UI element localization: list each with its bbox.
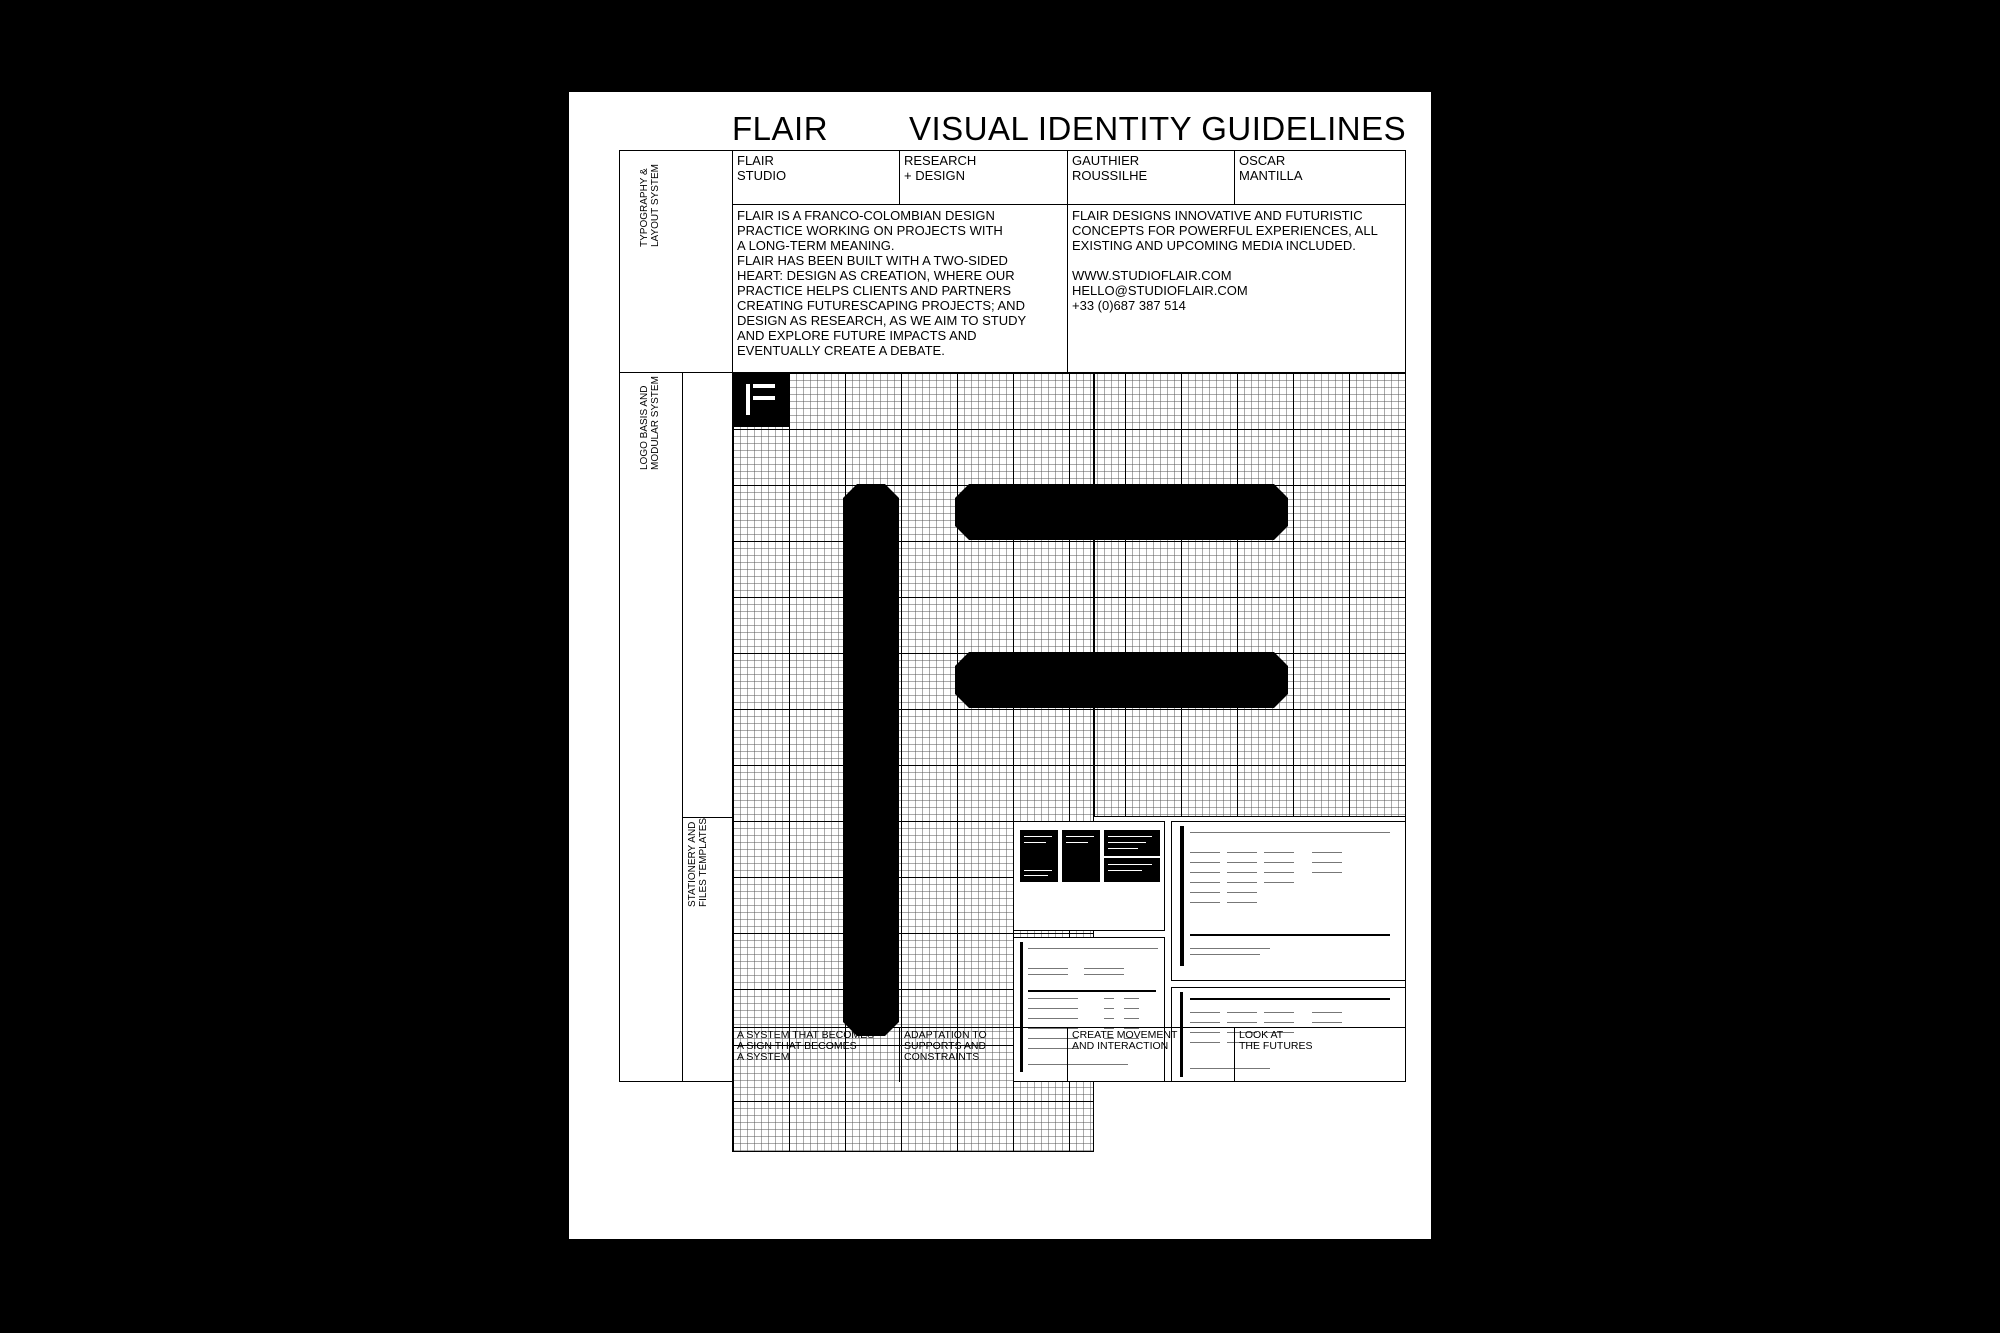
rule: [1067, 1027, 1068, 1082]
card-landscape: [1104, 830, 1160, 856]
footer-principle-2: ADAPTATION TO SUPPORTS AND CONSTRAINTS: [904, 1029, 987, 1063]
rule: [1234, 1027, 1235, 1082]
section-label-typography: TYPOGRAPHY & LAYOUT SYSTEM: [639, 164, 661, 247]
logo-stem-bar: [843, 484, 899, 1036]
footer-principle-4: LOOK AT THE FUTURES: [1239, 1029, 1313, 1052]
card-front: [1020, 830, 1058, 882]
rule: [732, 1027, 733, 1082]
footer-principle-1: A SYSTEM THAT BECOMES A SIGN THAT BECOMES A SYSTEM: [737, 1029, 875, 1063]
letter-template: [1171, 821, 1406, 981]
rule: [1234, 150, 1235, 204]
rule: [732, 204, 1406, 205]
credit-person-1: GAUTHIER ROUSSILHE: [1072, 153, 1148, 183]
rule: [682, 372, 683, 1082]
credit-person-2: OSCAR MANTILLA: [1239, 153, 1303, 183]
card-back: [1062, 830, 1100, 882]
credit-discipline: RESEARCH + DESIGN: [904, 153, 977, 183]
flair-logo-icon: [732, 372, 790, 427]
modular-grid-right: [1094, 372, 1406, 817]
intro-right: FLAIR DESIGNS INNOVATIVE AND FUTURISTIC CONCEPTS FOR POWERFUL EXPERIENCES, ALL EXISTING AND UPCOMING MEDIA INCLUDED.: [1072, 208, 1378, 253]
business-cards-template: [1013, 821, 1165, 931]
section-label-logo: LOGO BASIS AND MODULAR SYSTEM: [639, 376, 661, 470]
rule: [1067, 150, 1068, 372]
invoice-template: [1013, 937, 1165, 1082]
rule: [899, 150, 900, 204]
website-link[interactable]: WWW.STUDIOFLAIR.COM: [1072, 268, 1232, 283]
brand-wordmark: FLAIR: [732, 110, 829, 147]
logo-mid-arm-bar: [955, 652, 1288, 708]
rule: [732, 150, 733, 372]
section-label-stationery: STATIONERY AND FILES TEMPLATES: [687, 817, 709, 907]
footer-principle-3: CREATE MOVEMENT AND INTERACTION: [1072, 1029, 1178, 1052]
rule: [899, 1027, 900, 1082]
intro-left: FLAIR IS A FRANCO-COLOMBIAN DESIGN PRACTICE WORKING ON PROJECTS WITH A LONG-TERM MEANING. FLAIR HAS BEEN BUILT WITH A TWO-SIDED HEART: DESIGN AS CREATION, WHERE OUR PRACTICE HELPS CLIENTS AND PARTNERS CREATING FUTURESCAPING PROJECTS; AND DESIGN AS RESEARCH, AS WE AIM TO STUDY AND EXPLORE FUTURE IMPACTS AND EVENTUALLY CREATE A DEBATE.: [737, 208, 1027, 358]
phone-number: +33 (0)687 387 514: [1072, 298, 1186, 313]
card-landscape-2: [1104, 858, 1160, 882]
logo-top-arm-bar: [955, 484, 1288, 540]
guidelines-poster: [569, 92, 1431, 1239]
page-title: VISUAL IDENTITY GUIDELINES: [909, 110, 1407, 147]
email-link[interactable]: HELLO@STUDIOFLAIR.COM: [1072, 283, 1248, 298]
credit-studio: FLAIR STUDIO: [737, 153, 787, 183]
logo-mark-tile: [732, 372, 790, 427]
